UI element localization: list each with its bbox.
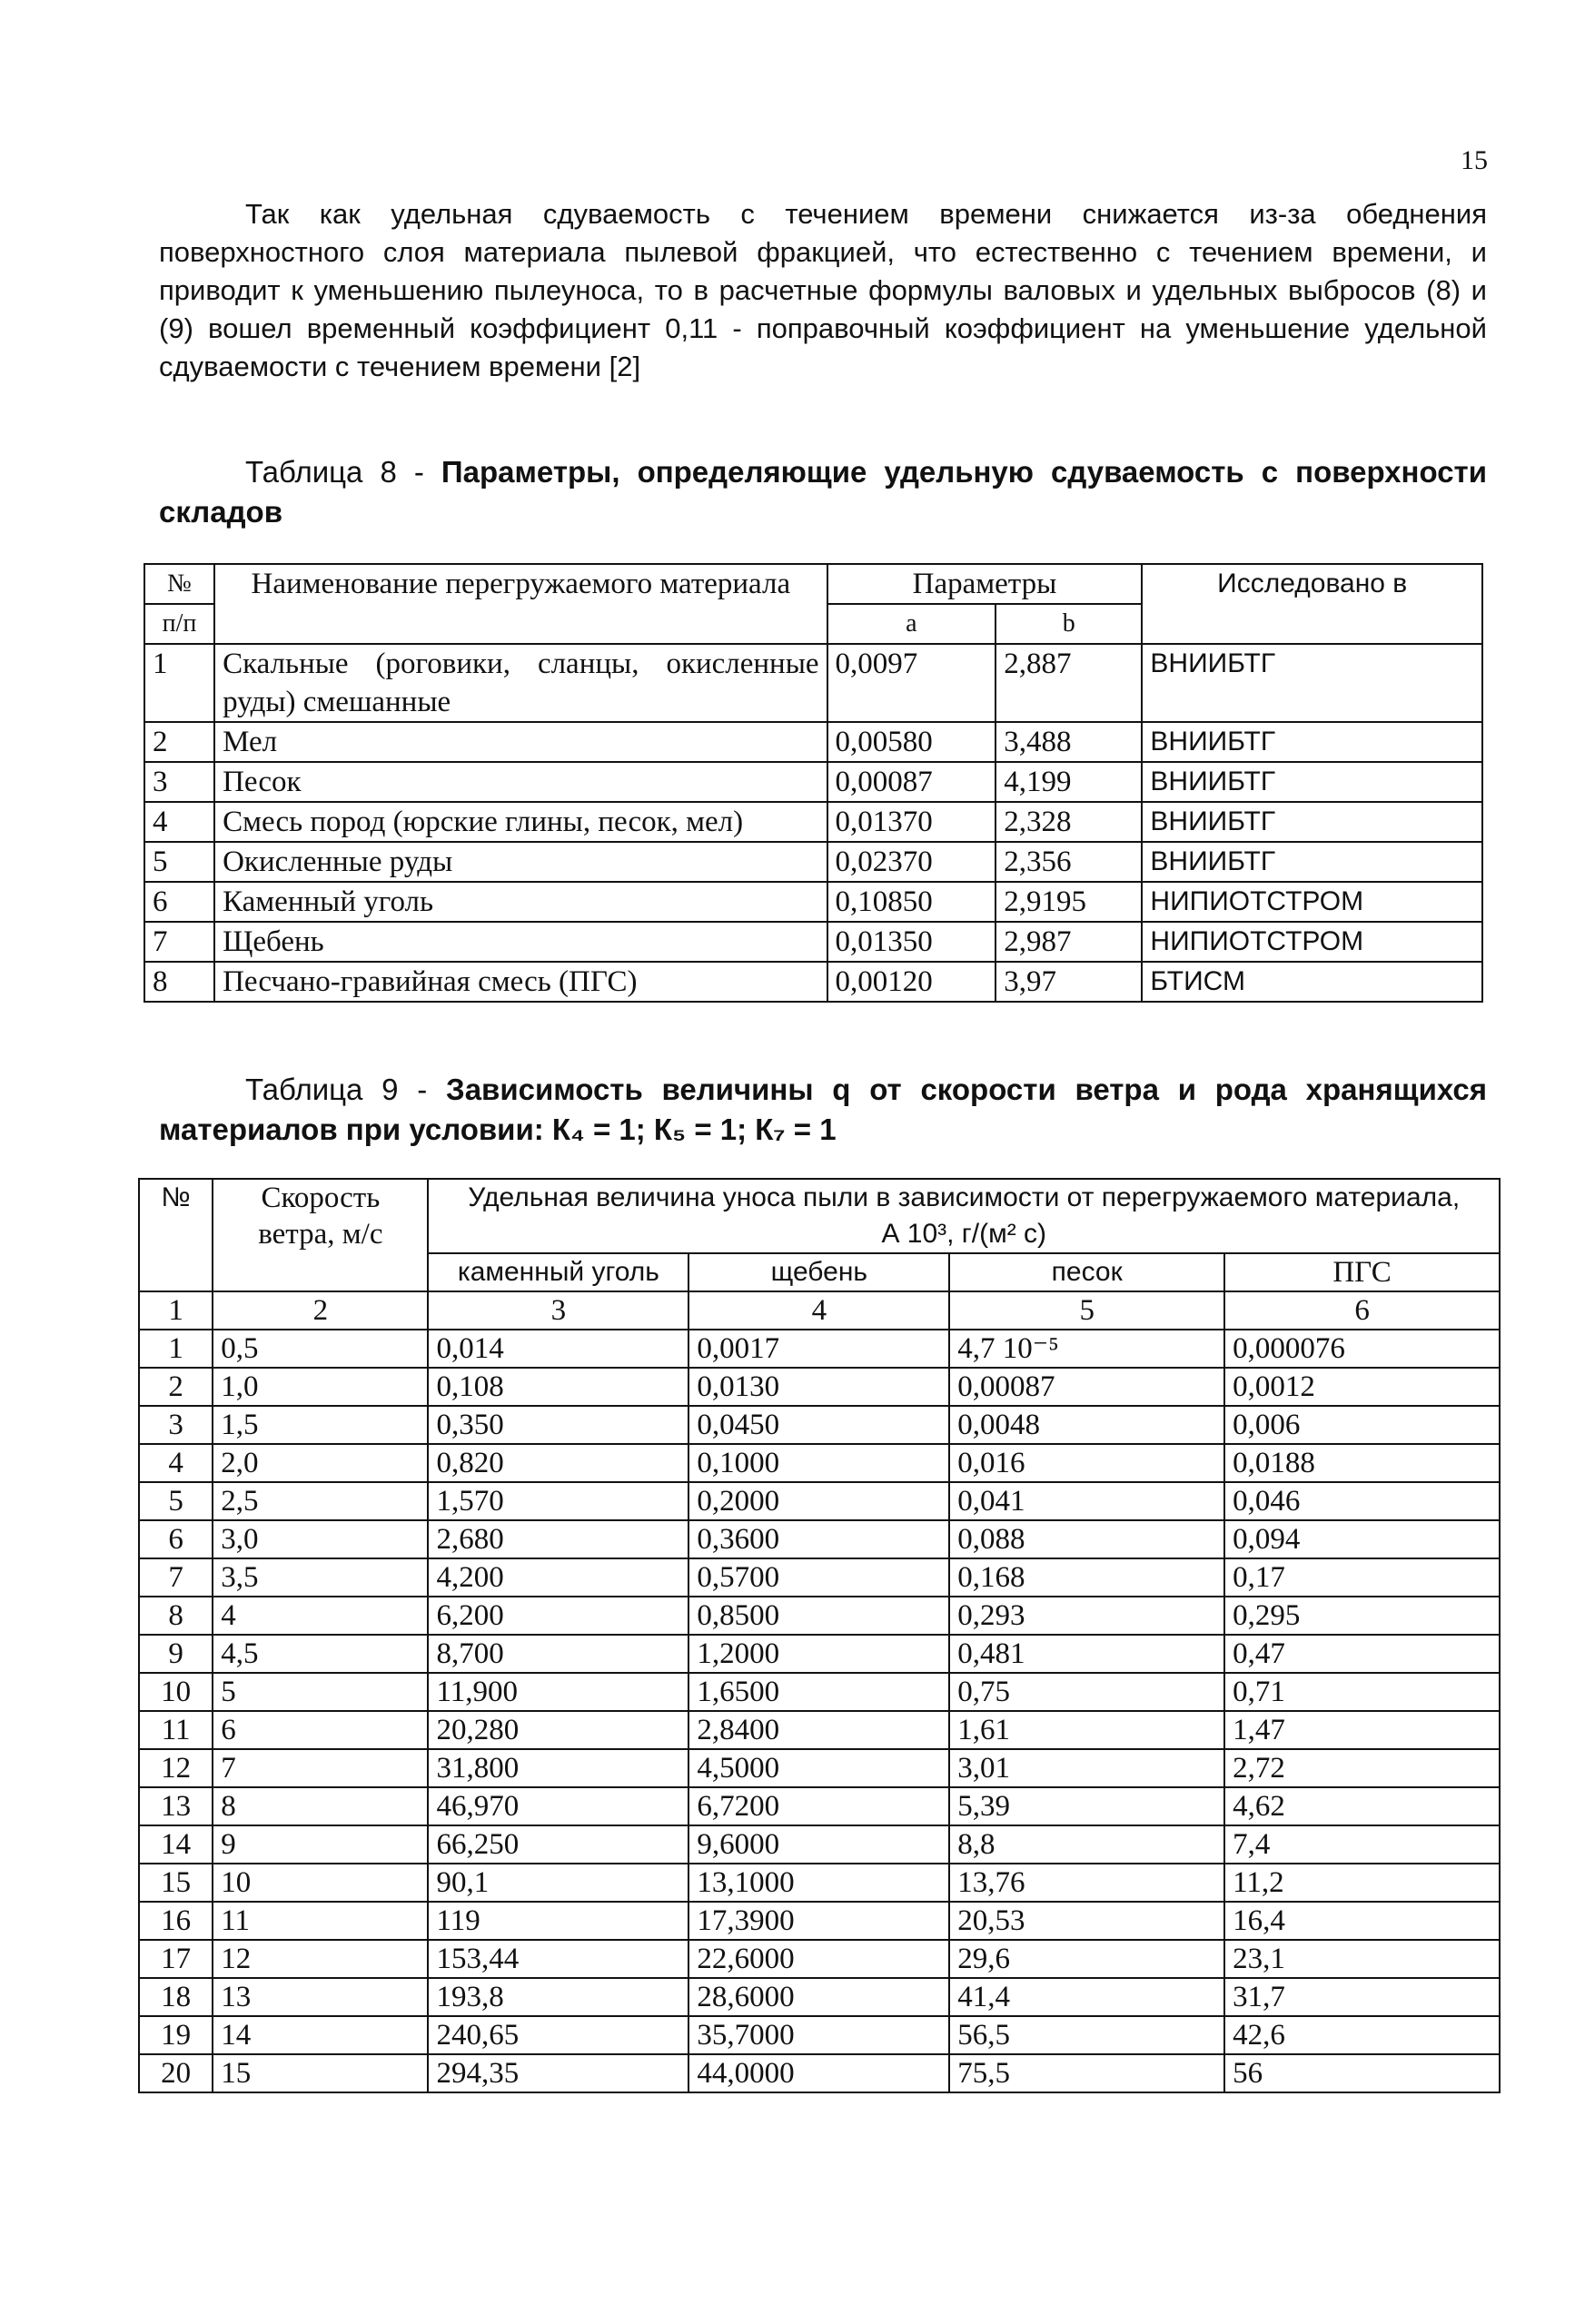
table9-header-speed: Скорость ветра, м/с bbox=[213, 1179, 428, 1291]
table9-cell-gravel: 1,6500 bbox=[688, 1673, 949, 1711]
table9-cell-coal: 153,44 bbox=[428, 1940, 688, 1978]
table9-header-row-1 bbox=[139, 1179, 1500, 1253]
table9-cell-num: 4 bbox=[139, 1444, 213, 1482]
table9-header-sand: песок bbox=[949, 1253, 1224, 1291]
table9-cell-num: 18 bbox=[139, 1978, 213, 2016]
table9-column-number: 2 bbox=[213, 1291, 428, 1330]
table-row bbox=[144, 922, 1482, 962]
table9-cell-pgs: 0,006 bbox=[1224, 1406, 1500, 1444]
table9-cell-sand: 0,481 bbox=[949, 1635, 1224, 1673]
table9-cell-coal: 31,800 bbox=[428, 1749, 688, 1787]
table9-cell-sand: 56,5 bbox=[949, 2016, 1224, 2054]
table9-cell-gravel: 0,8500 bbox=[688, 1597, 949, 1635]
table8-cell-source: НИПИОТСТРОМ bbox=[1142, 882, 1482, 922]
table8-header-name: Наименование перегружаемого материала bbox=[214, 564, 827, 644]
page-number: 15 bbox=[1461, 145, 1488, 175]
table8-header-a: a bbox=[827, 604, 996, 644]
table8-cell-b: 2,356 bbox=[996, 842, 1142, 882]
table9-cell-speed: 1,5 bbox=[213, 1406, 428, 1444]
table9-cell-pgs: 0,000076 bbox=[1224, 1330, 1500, 1368]
table9-cell-gravel: 0,2000 bbox=[688, 1482, 949, 1520]
table9-cell-num: 16 bbox=[139, 1902, 213, 1940]
table-row bbox=[139, 1520, 1500, 1558]
table9-cell-speed: 2,0 bbox=[213, 1444, 428, 1482]
table9-cell-gravel: 0,0130 bbox=[688, 1368, 949, 1406]
table9-cell-pgs: 0,47 bbox=[1224, 1635, 1500, 1673]
table9-cell-num: 17 bbox=[139, 1940, 213, 1978]
table8-cell-a: 0,02370 bbox=[827, 842, 996, 882]
table-row bbox=[139, 1406, 1500, 1444]
table9 bbox=[138, 1178, 1501, 2093]
table9-cell-sand: 4,7 10⁻⁵ bbox=[949, 1330, 1224, 1368]
table9-cell-coal: 1,570 bbox=[428, 1482, 688, 1520]
table9-cell-pgs: 2,72 bbox=[1224, 1749, 1500, 1787]
table-row bbox=[139, 1635, 1500, 1673]
table9-cell-num: 9 bbox=[139, 1635, 213, 1673]
table9-cell-num: 5 bbox=[139, 1482, 213, 1520]
table9-cell-pgs: 1,47 bbox=[1224, 1711, 1500, 1749]
table-row bbox=[139, 1864, 1500, 1902]
table9-cell-speed: 15 bbox=[213, 2054, 428, 2092]
table8-cell-source: ВНИИБТГ bbox=[1142, 722, 1482, 762]
table9-cell-coal: 2,680 bbox=[428, 1520, 688, 1558]
table9-cell-coal: 11,900 bbox=[428, 1673, 688, 1711]
table8-cell-num: 4 bbox=[144, 802, 214, 842]
table8-cell-b: 3,488 bbox=[996, 722, 1142, 762]
table9-cell-num: 15 bbox=[139, 1864, 213, 1902]
table-row bbox=[139, 1902, 1500, 1940]
table8-cell-material: Смесь пород (юрские глины, песок, мел) bbox=[214, 802, 827, 842]
table9-cell-speed: 0,5 bbox=[213, 1330, 428, 1368]
table9-cell-speed: 12 bbox=[213, 1940, 428, 1978]
table9-cell-gravel: 35,7000 bbox=[688, 2016, 949, 2054]
table9-cell-num: 14 bbox=[139, 1825, 213, 1864]
table8-header-row-1 bbox=[144, 564, 1482, 604]
table9-cell-pgs: 0,71 bbox=[1224, 1673, 1500, 1711]
table9-cell-num: 20 bbox=[139, 2054, 213, 2092]
table8-cell-num: 8 bbox=[144, 962, 214, 1002]
table9-header-group bbox=[428, 1179, 1500, 1253]
table9-cell-sand: 5,39 bbox=[949, 1787, 1224, 1825]
table8-cell-num: 6 bbox=[144, 882, 214, 922]
table9-cell-sand: 0,088 bbox=[949, 1520, 1224, 1558]
table8-header-params: Параметры bbox=[827, 564, 1143, 604]
table9-cell-pgs: 0,094 bbox=[1224, 1520, 1500, 1558]
table8-cell-b: 2,987 bbox=[996, 922, 1142, 962]
table9-cell-sand: 0,041 bbox=[949, 1482, 1224, 1520]
table9-cell-speed: 3,0 bbox=[213, 1520, 428, 1558]
table8-cell-material: Окисленные руды bbox=[214, 842, 827, 882]
table9-cell-coal: 46,970 bbox=[428, 1787, 688, 1825]
table-row bbox=[139, 1368, 1500, 1406]
table-row bbox=[144, 842, 1482, 882]
table9-cell-speed: 5 bbox=[213, 1673, 428, 1711]
table9-cell-gravel: 28,6000 bbox=[688, 1978, 949, 2016]
table9-caption bbox=[159, 1070, 1487, 1150]
table8-cell-num: 3 bbox=[144, 762, 214, 802]
table9-cell-sand: 8,8 bbox=[949, 1825, 1224, 1864]
table8-cell-material: Скальные (роговики, сланцы, окисленные руды) смешанные bbox=[214, 644, 827, 722]
table8-cell-num: 7 bbox=[144, 922, 214, 962]
table9-cell-speed: 2,5 bbox=[213, 1482, 428, 1520]
table9-cell-coal: 294,35 bbox=[428, 2054, 688, 2092]
table9-cell-pgs: 0,0188 bbox=[1224, 1444, 1500, 1482]
table8-cell-num: 1 bbox=[144, 644, 214, 722]
table8-caption-title: Параметры, определяющие удельную сдуваемость с поверхности складов bbox=[159, 455, 1487, 529]
table9-cell-sand: 3,01 bbox=[949, 1749, 1224, 1787]
table-row bbox=[139, 1787, 1500, 1825]
table8-header-num-top: № bbox=[144, 564, 214, 604]
table9-cell-gravel: 9,6000 bbox=[688, 1825, 949, 1864]
table9-cell-coal: 0,108 bbox=[428, 1368, 688, 1406]
table9-cell-num: 3 bbox=[139, 1406, 213, 1444]
table9-cell-speed: 4 bbox=[213, 1597, 428, 1635]
table9-cell-speed: 10 bbox=[213, 1864, 428, 1902]
table8-caption-label: Таблица 8 - bbox=[245, 455, 441, 489]
intro-paragraph: Так как удельная сдуваемость с течением времени снижается из-за обеднения поверхностного слоя материала пылевой фракцией, что естественно с течением времени, и приводит к уменьшению пылеуноса, то в расчетные формулы валовых и удельных выбросов (8) и (9) вошел временный коэффициент 0,11 - поправочный коэффициент на уменьшение удельной сдуваемости с течением времени [2] bbox=[159, 198, 1487, 382]
table8-header-source: Исследовано в bbox=[1142, 564, 1482, 644]
table-row bbox=[144, 802, 1482, 842]
table9-cell-gravel: 0,3600 bbox=[688, 1520, 949, 1558]
table9-cell-speed: 6 bbox=[213, 1711, 428, 1749]
table8-cell-a: 0,10850 bbox=[827, 882, 996, 922]
table9-cell-sand: 0,00087 bbox=[949, 1368, 1224, 1406]
table8-cell-material: Песок bbox=[214, 762, 827, 802]
table-row bbox=[139, 1558, 1500, 1597]
table9-cell-pgs: 0,046 bbox=[1224, 1482, 1500, 1520]
table9-cell-num: 1 bbox=[139, 1330, 213, 1368]
table9-cell-coal: 90,1 bbox=[428, 1864, 688, 1902]
table8-cell-b: 2,328 bbox=[996, 802, 1142, 842]
table-row bbox=[139, 2054, 1500, 2092]
table8-cell-num: 5 bbox=[144, 842, 214, 882]
table9-cell-pgs: 0,0012 bbox=[1224, 1368, 1500, 1406]
table9-cell-speed: 11 bbox=[213, 1902, 428, 1940]
table8-cell-num: 2 bbox=[144, 722, 214, 762]
table9-cell-pgs: 23,1 bbox=[1224, 1940, 1500, 1978]
table9-cell-pgs: 7,4 bbox=[1224, 1825, 1500, 1864]
table9-cell-sand: 0,75 bbox=[949, 1673, 1224, 1711]
table9-header-unit: А 10³, г/(м² с) bbox=[881, 1219, 1047, 1249]
table-row bbox=[144, 762, 1482, 802]
table-row bbox=[144, 722, 1482, 762]
table9-cell-pgs: 56 bbox=[1224, 2054, 1500, 2092]
table8-cell-b: 2,9195 bbox=[996, 882, 1142, 922]
table9-cell-sand: 41,4 bbox=[949, 1978, 1224, 2016]
table9-cell-pgs: 42,6 bbox=[1224, 2016, 1500, 2054]
table8-cell-source: ВНИИБТГ bbox=[1142, 842, 1482, 882]
table-row bbox=[139, 1978, 1500, 2016]
table9-cell-speed: 4,5 bbox=[213, 1635, 428, 1673]
table9-cell-gravel: 22,6000 bbox=[688, 1940, 949, 1978]
table8-cell-b: 4,199 bbox=[996, 762, 1142, 802]
table-row bbox=[144, 962, 1482, 1002]
table9-column-number: 6 bbox=[1224, 1291, 1500, 1330]
table8-cell-source: НИПИОТСТРОМ bbox=[1142, 922, 1482, 962]
table9-cell-pgs: 4,62 bbox=[1224, 1787, 1500, 1825]
table9-cell-pgs: 0,17 bbox=[1224, 1558, 1500, 1597]
table9-cell-gravel: 0,1000 bbox=[688, 1444, 949, 1482]
table8-caption bbox=[159, 452, 1487, 532]
table8-cell-source: БТИСМ bbox=[1142, 962, 1482, 1002]
table9-cell-sand: 20,53 bbox=[949, 1902, 1224, 1940]
table9-cell-gravel: 4,5000 bbox=[688, 1749, 949, 1787]
table9-caption-label: Таблица 9 - bbox=[245, 1073, 447, 1106]
table-row bbox=[139, 1673, 1500, 1711]
table9-cell-num: 10 bbox=[139, 1673, 213, 1711]
table-row bbox=[139, 1597, 1500, 1635]
table9-cell-coal: 119 bbox=[428, 1902, 688, 1940]
table-row bbox=[139, 1825, 1500, 1864]
table-row bbox=[139, 1940, 1500, 1978]
table8-cell-material: Мел bbox=[214, 722, 827, 762]
table9-column-number: 3 bbox=[428, 1291, 688, 1330]
table9-header-num-top: № bbox=[139, 1179, 213, 1291]
table9-column-number: 1 bbox=[139, 1291, 213, 1330]
table-row bbox=[139, 1749, 1500, 1787]
table9-cell-gravel: 1,2000 bbox=[688, 1635, 949, 1673]
table9-cell-speed: 13 bbox=[213, 1978, 428, 2016]
table9-column-number: 5 bbox=[949, 1291, 1224, 1330]
table8-cell-a: 0,00580 bbox=[827, 722, 996, 762]
table9-cell-num: 11 bbox=[139, 1711, 213, 1749]
table9-cell-sand: 29,6 bbox=[949, 1940, 1224, 1978]
table-row bbox=[144, 882, 1482, 922]
table9-cell-num: 19 bbox=[139, 2016, 213, 2054]
table9-cell-sand: 0,016 bbox=[949, 1444, 1224, 1482]
table8-cell-a: 0,00087 bbox=[827, 762, 996, 802]
table9-cell-sand: 1,61 bbox=[949, 1711, 1224, 1749]
table9-cell-coal: 240,65 bbox=[428, 2016, 688, 2054]
table8-cell-a: 0,01370 bbox=[827, 802, 996, 842]
table-row bbox=[139, 1330, 1500, 1368]
table9-cell-num: 7 bbox=[139, 1558, 213, 1597]
table9-header-pgs: ПГС bbox=[1224, 1253, 1500, 1291]
table8-cell-b: 3,97 bbox=[996, 962, 1142, 1002]
table9-cell-sand: 0,293 bbox=[949, 1597, 1224, 1635]
table9-cell-sand: 0,0048 bbox=[949, 1406, 1224, 1444]
table9-cell-sand: 75,5 bbox=[949, 2054, 1224, 2092]
table9-header-coal: каменный уголь bbox=[428, 1253, 688, 1291]
table8-cell-material: Песчано-гравийная смесь (ПГС) bbox=[214, 962, 827, 1002]
table9-cell-coal: 0,014 bbox=[428, 1330, 688, 1368]
table9-column-numbers-row bbox=[139, 1291, 1500, 1330]
table9-cell-sand: 0,168 bbox=[949, 1558, 1224, 1597]
table9-cell-num: 8 bbox=[139, 1597, 213, 1635]
table9-cell-pgs: 16,4 bbox=[1224, 1902, 1500, 1940]
table8-cell-a: 0,00120 bbox=[827, 962, 996, 1002]
table9-cell-pgs: 0,295 bbox=[1224, 1597, 1500, 1635]
table9-cell-gravel: 0,0450 bbox=[688, 1406, 949, 1444]
table9-cell-coal: 193,8 bbox=[428, 1978, 688, 2016]
table-row bbox=[144, 644, 1482, 722]
table-row bbox=[139, 1711, 1500, 1749]
table8-cell-material: Каменный уголь bbox=[214, 882, 827, 922]
table9-header-gravel: щебень bbox=[688, 1253, 949, 1291]
table8 bbox=[144, 563, 1483, 1003]
table9-cell-speed: 9 bbox=[213, 1825, 428, 1864]
table9-cell-speed: 1,0 bbox=[213, 1368, 428, 1406]
table8-cell-material: Щебень bbox=[214, 922, 827, 962]
table9-cell-speed: 7 bbox=[213, 1749, 428, 1787]
table8-cell-b: 2,887 bbox=[996, 644, 1142, 722]
table9-cell-gravel: 6,7200 bbox=[688, 1787, 949, 1825]
table9-cell-gravel: 17,3900 bbox=[688, 1902, 949, 1940]
table9-cell-gravel: 0,5700 bbox=[688, 1558, 949, 1597]
table9-cell-gravel: 2,8400 bbox=[688, 1711, 949, 1749]
table9-cell-num: 12 bbox=[139, 1749, 213, 1787]
table-row bbox=[139, 1444, 1500, 1482]
table9-cell-coal: 0,820 bbox=[428, 1444, 688, 1482]
table9-cell-pgs: 11,2 bbox=[1224, 1864, 1500, 1902]
table8-header-num-bottom: п/п bbox=[144, 604, 214, 644]
table9-header-group-text: Удельная величина уноса пыли в зависимости от перегружаемого материала, bbox=[468, 1182, 1461, 1212]
table9-cell-coal: 6,200 bbox=[428, 1597, 688, 1635]
table8-header-b: b bbox=[996, 604, 1142, 644]
table8-cell-source: ВНИИБТГ bbox=[1142, 762, 1482, 802]
table9-cell-gravel: 44,0000 bbox=[688, 2054, 949, 2092]
table9-caption-title: Зависимость величины q от скорости ветра и рода хранящихся материалов при условии: К₄ = 1; К₅ = 1; К₇ = 1 bbox=[159, 1073, 1487, 1146]
table-row bbox=[139, 2016, 1500, 2054]
table9-cell-num: 13 bbox=[139, 1787, 213, 1825]
table8-cell-a: 0,01350 bbox=[827, 922, 996, 962]
table8-cell-source: ВНИИБТГ bbox=[1142, 644, 1482, 722]
table9-cell-pgs: 31,7 bbox=[1224, 1978, 1500, 2016]
table9-cell-gravel: 0,0017 bbox=[688, 1330, 949, 1368]
table9-cell-coal: 0,350 bbox=[428, 1406, 688, 1444]
table9-cell-gravel: 13,1000 bbox=[688, 1864, 949, 1902]
table-row bbox=[139, 1482, 1500, 1520]
table9-cell-coal: 8,700 bbox=[428, 1635, 688, 1673]
table9-cell-num: 2 bbox=[139, 1368, 213, 1406]
table9-cell-speed: 3,5 bbox=[213, 1558, 428, 1597]
table8-cell-source: ВНИИБТГ bbox=[1142, 802, 1482, 842]
table9-cell-coal: 4,200 bbox=[428, 1558, 688, 1597]
table9-cell-coal: 20,280 bbox=[428, 1711, 688, 1749]
table8-cell-a: 0,0097 bbox=[827, 644, 996, 722]
table9-cell-num: 6 bbox=[139, 1520, 213, 1558]
table9-cell-sand: 13,76 bbox=[949, 1864, 1224, 1902]
table9-cell-speed: 8 bbox=[213, 1787, 428, 1825]
table9-cell-coal: 66,250 bbox=[428, 1825, 688, 1864]
table9-column-number: 4 bbox=[688, 1291, 949, 1330]
table9-cell-speed: 14 bbox=[213, 2016, 428, 2054]
